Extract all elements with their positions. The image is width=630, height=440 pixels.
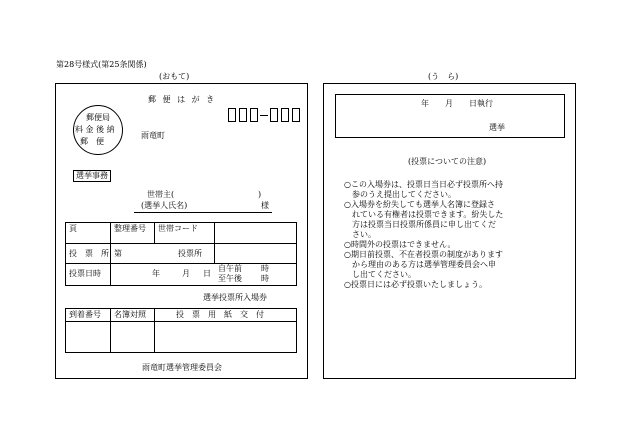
town-name: 雨竜町 [141, 131, 165, 140]
household-head-label: 世帯主( [147, 190, 175, 199]
postcard-title: 郵 便 は が き [148, 95, 217, 104]
form-number: 第28号様式(第25条関係) [56, 60, 147, 69]
postal-dash [260, 115, 268, 116]
table-line [154, 308, 155, 353]
note-line: し出てください。 [344, 270, 416, 279]
hour-label-2: 時 [261, 274, 269, 283]
table-line [65, 321, 297, 322]
election-committee: 雨竜町選挙管理委員会 [142, 363, 222, 372]
postmark-line1: 郵便局 [86, 113, 110, 122]
to-pm-label: 至午後 [218, 274, 242, 283]
note-item [344, 240, 503, 250]
front-card [55, 83, 308, 379]
note-line: ○期日前投票、不在者投票の制度があります [344, 250, 503, 259]
table-line [110, 308, 111, 353]
note-line: ○時間外の投票はできません。 [344, 240, 456, 249]
postal-digit-box [270, 108, 278, 122]
note-line: ○投票日には必ず投票いたしましょう。 [344, 280, 487, 289]
month-label: 月 [182, 269, 190, 278]
postmark-line2: 料 金 後 納 [75, 125, 115, 134]
notes-list [344, 180, 503, 290]
hour-label-1: 時 [261, 264, 269, 273]
note-line: から理由のある方は選挙管理委員会へ申 [344, 260, 496, 269]
postal-digit-box [281, 108, 289, 122]
elector-name-label: (選挙人氏名) [141, 201, 188, 210]
postal-digit-box [292, 108, 300, 122]
note-line: ○この入場券は、投票日当日必ず投票所へ持 [344, 180, 503, 189]
year-label: 年 [152, 269, 160, 278]
election-name-label: 選挙 [489, 123, 505, 132]
polling-place-number: 第 [114, 249, 122, 258]
page-label: 頁 [69, 224, 77, 233]
postal-digit-box [250, 108, 258, 122]
notes-title: (投票についての注意) [408, 157, 487, 166]
postmark-line3: 郵 便 [80, 137, 104, 146]
polling-place-label: 投 票 所 [69, 249, 109, 258]
execution-date-line: 年 月 日執行 [421, 99, 493, 108]
front-side-label: (おもて) [159, 72, 190, 81]
day-label: 日 [203, 269, 211, 278]
polling-place-suffix: 投票所 [178, 249, 202, 258]
roll-check-label: 名簿対照 [114, 310, 146, 319]
table-line [110, 222, 111, 286]
note-item [344, 280, 503, 290]
honorific: 様 [261, 201, 269, 210]
list-number-label: 整理番号 [114, 224, 146, 233]
note-line: さい。 [344, 230, 376, 239]
from-am-label: 自午前 [218, 264, 242, 273]
table-line [65, 243, 297, 244]
note-line: ○入場券を紛失しても選挙人名簿に登録さ [344, 200, 495, 209]
note-line: れている有権者は投票できます。紛失した [344, 210, 504, 219]
household-code-label: 世帯コード [158, 224, 198, 233]
table-line [154, 222, 155, 243]
postal-digit-box [239, 108, 247, 122]
postal-digit-box [228, 108, 236, 122]
note-item [344, 250, 503, 280]
arrival-number-label: 到着番号 [69, 310, 101, 319]
note-line: 方は投票当日投票所係員に申し出てくだ [344, 220, 496, 229]
table-line [214, 222, 215, 263]
ballot-issue-label: 投 票 用 紙 交 付 [176, 310, 264, 319]
note-item [344, 180, 503, 200]
ticket-title: 選挙投票所入場券 [203, 293, 267, 302]
back-card [323, 83, 576, 379]
name-underline [134, 212, 272, 213]
note-line: 参のうえ提出してください。 [344, 190, 456, 199]
election-office-stamp: 選挙事務 [73, 170, 111, 182]
back-side-label: (う ら) [428, 72, 459, 81]
note-item [344, 200, 503, 240]
household-head-close: ) [258, 190, 262, 199]
polling-date-label: 投票日時 [69, 269, 101, 278]
